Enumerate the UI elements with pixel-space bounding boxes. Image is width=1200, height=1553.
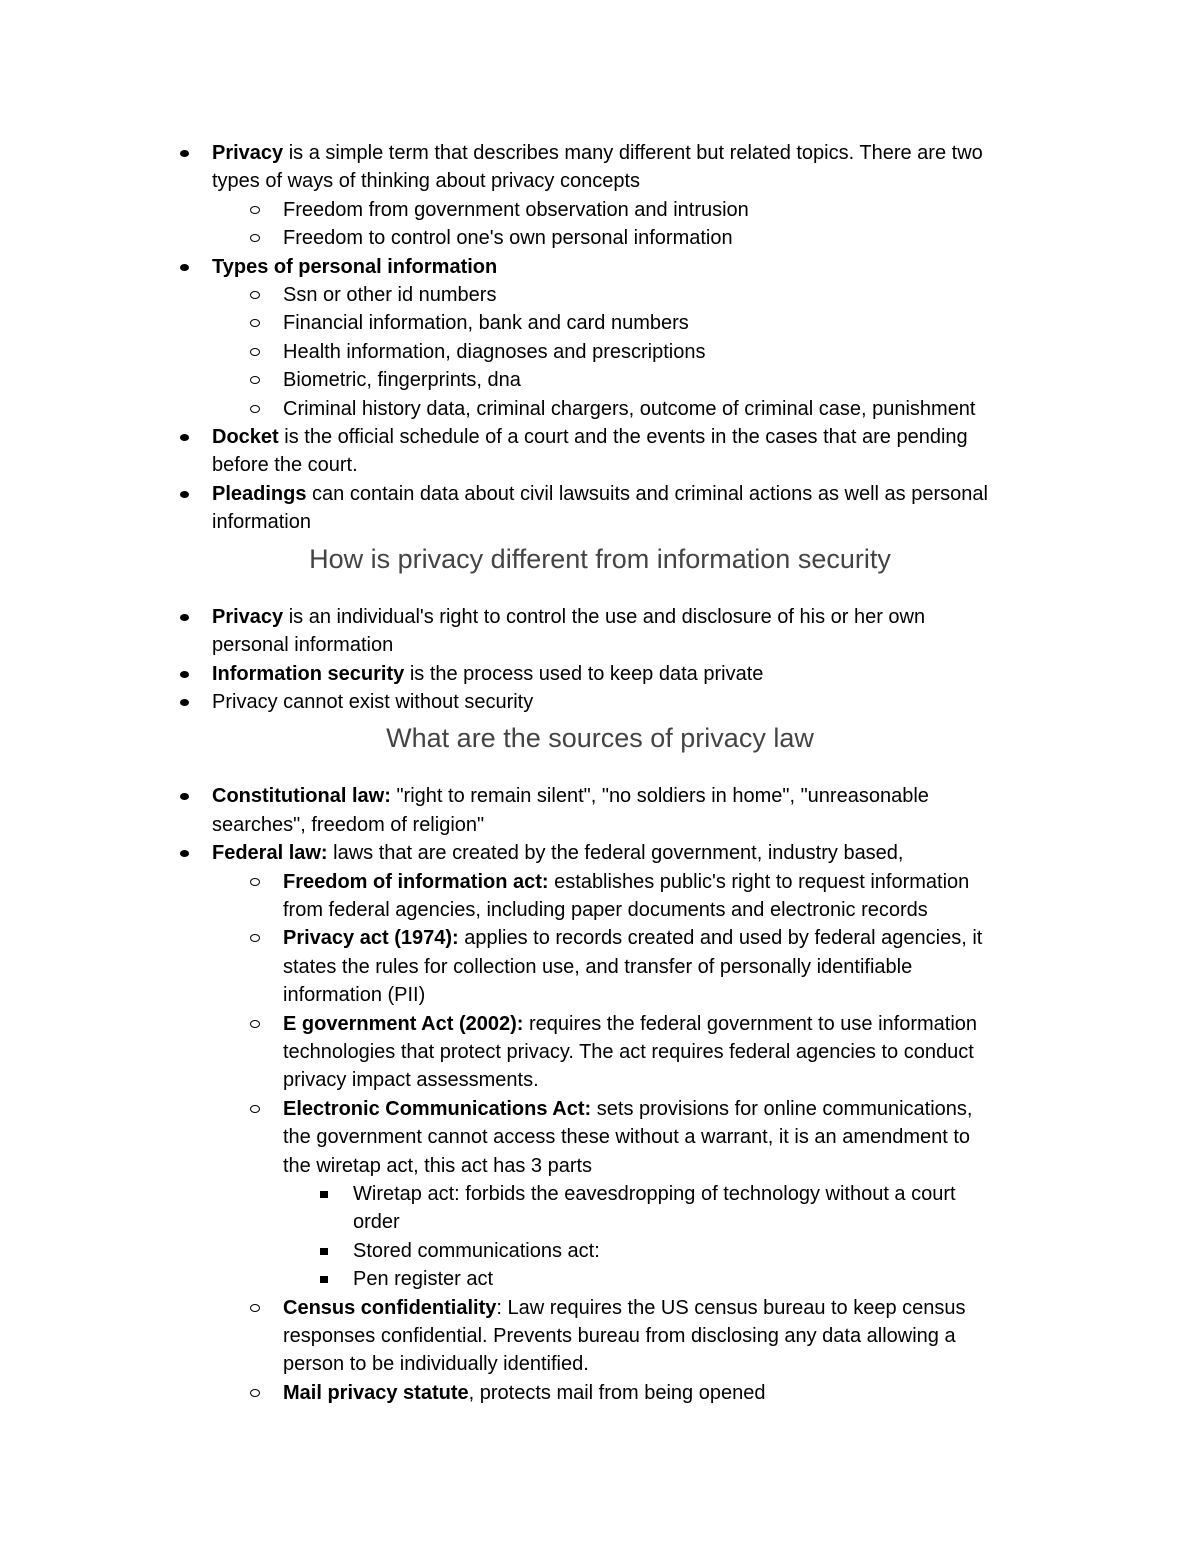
term-constitutional-law: Constitutional law: (212, 785, 391, 808)
sub-item-mail-privacy-statute (0, 1379, 1200, 1407)
sub-sub-item-wiretap-act-cont: order (353, 1211, 400, 1234)
term-federal-law: Federal law: (212, 842, 328, 865)
text-electronic-communications-act: sets provisions for online communications, (591, 1097, 973, 1120)
sub-item-egov-act-cont-1: technologies that protect privacy. The act requires federal agencies to conduct (283, 1040, 974, 1063)
text-privacy-2: is an individual's right to control the use and disclosure of his or her own (283, 605, 926, 628)
text-pleadings: can contain data about civil lawsuits and criminal actions as well as personal (306, 482, 988, 505)
heading-privacy-vs-security: How is privacy different from information security (309, 543, 891, 574)
sub-item-government-observation: Freedom from government observation and intrusion (0, 196, 1200, 224)
sub-sub-item-pen-register-act: Pen register act (0, 1265, 1200, 1293)
term-types: Types of personal information (212, 255, 498, 278)
sub-item-criminal-history: Criminal history data, criminal chargers, outcome of criminal case, punishment (0, 395, 1200, 423)
bullet-information-security (0, 660, 1200, 688)
term-privacy-act: Privacy act (1974): (283, 927, 459, 950)
term-privacy-2: Privacy (212, 605, 284, 628)
heading-sources-of-privacy-law: What are the sources of privacy law (386, 723, 814, 754)
document-body (0, 139, 1200, 1407)
text-mail-privacy-statute: , protects mail from being opened (468, 1381, 766, 1404)
bullet-privacy-cont: types of ways of thinking about privacy concepts (212, 170, 641, 193)
sub-item-privacy-act-cont-2: information (PII) (283, 984, 426, 1007)
text-privacy: is a simple term that describes many different but related topics. There are two (283, 142, 983, 164)
text-information-security: is the process used to keep data private (404, 662, 764, 685)
text-constitutional-law: "right to remain silent", "no soldiers in home", "unreasonable (390, 785, 929, 808)
bullet-privacy-right (0, 603, 1200, 631)
sub-item-census-cont-1: responses confidential. Prevents bureau from disclosing any data allowing a (283, 1325, 956, 1348)
bullet-privacy-right-cont: personal information (212, 634, 394, 657)
text-census-confidentiality: : Law requires the US census bureau to keep census (496, 1296, 966, 1319)
term-census-confidentiality: Census confidentiality (283, 1296, 497, 1319)
bullet-federal-law (0, 839, 1200, 867)
sub-item-financial: Financial information, bank and card numbers (0, 309, 1200, 337)
bullet-constitutional-law (0, 782, 1200, 810)
sub-item-ssn: Ssn or other id numbers (0, 281, 1200, 309)
bullet-docket-cont: before the court. (212, 454, 358, 477)
term-pleadings: Pleadings (212, 482, 307, 505)
sub-item-egov-act (0, 1010, 1200, 1038)
sub-item-foia-cont: from federal agencies, including paper documents and electronic records (283, 898, 928, 921)
bullet-constitutional-law-cont: searches", freedom of religion" (212, 813, 485, 836)
sub-item-privacy-act (0, 924, 1200, 952)
bullet-docket (0, 423, 1200, 451)
bullet-privacy-cannot-exist: Privacy cannot exist without security (0, 688, 1200, 716)
text-docket: is the official schedule of a court and the events in the cases that are pending (278, 426, 968, 449)
sub-sub-item-stored-communications-act: Stored communications act: (0, 1237, 1200, 1265)
text-federal-law: laws that are created by the federal government, industry based, (327, 842, 904, 865)
sub-item-eca-cont-1: the government cannot access these without a warrant, it is an amendment to (283, 1126, 971, 1149)
term-electronic-communications-act: Electronic Communications Act: (283, 1097, 592, 1120)
sub-item-census-confidentiality (0, 1294, 1200, 1322)
term-information-security: Information security (212, 662, 405, 685)
text-foia: establishes public's right to request information (548, 870, 970, 893)
sub-item-control-information: Freedom to control one's own personal information (0, 224, 1200, 252)
sub-item-electronic-communications-act (0, 1095, 1200, 1123)
text-privacy-act: applies to records created and used by federal agencies, it (458, 927, 983, 950)
bullet-pleadings (0, 480, 1200, 508)
bullet-privacy (0, 139, 1200, 167)
term-mail-privacy-statute: Mail privacy statute (283, 1381, 469, 1404)
sub-item-census-cont-2: person to be individually identified. (283, 1353, 589, 1376)
text-egov-act: requires the federal government to use information (523, 1012, 978, 1035)
bullet-pleadings-cont: information (212, 511, 311, 534)
term-docket: Docket (212, 426, 279, 449)
sub-sub-item-wiretap-act: Wiretap act: forbids the eavesdropping of technology without a court (0, 1180, 1200, 1208)
bullet-types-of-personal-info (0, 253, 1200, 281)
sub-item-biometric: Biometric, fingerprints, dna (0, 366, 1200, 394)
term-privacy: Privacy (212, 142, 284, 164)
term-egov-act: E government Act (2002): (283, 1012, 524, 1035)
sub-item-privacy-act-cont-1: states the rules for collection use, and transfer of personally identifiable (283, 955, 913, 978)
sub-item-foia (0, 868, 1200, 896)
sub-item-egov-act-cont-2: privacy impact assessments. (283, 1069, 539, 1092)
term-foia: Freedom of information act: (283, 870, 549, 893)
sub-item-eca-cont-2: the wiretap act, this act has 3 parts (283, 1154, 593, 1177)
sub-item-health: Health information, diagnoses and prescriptions (0, 338, 1200, 366)
